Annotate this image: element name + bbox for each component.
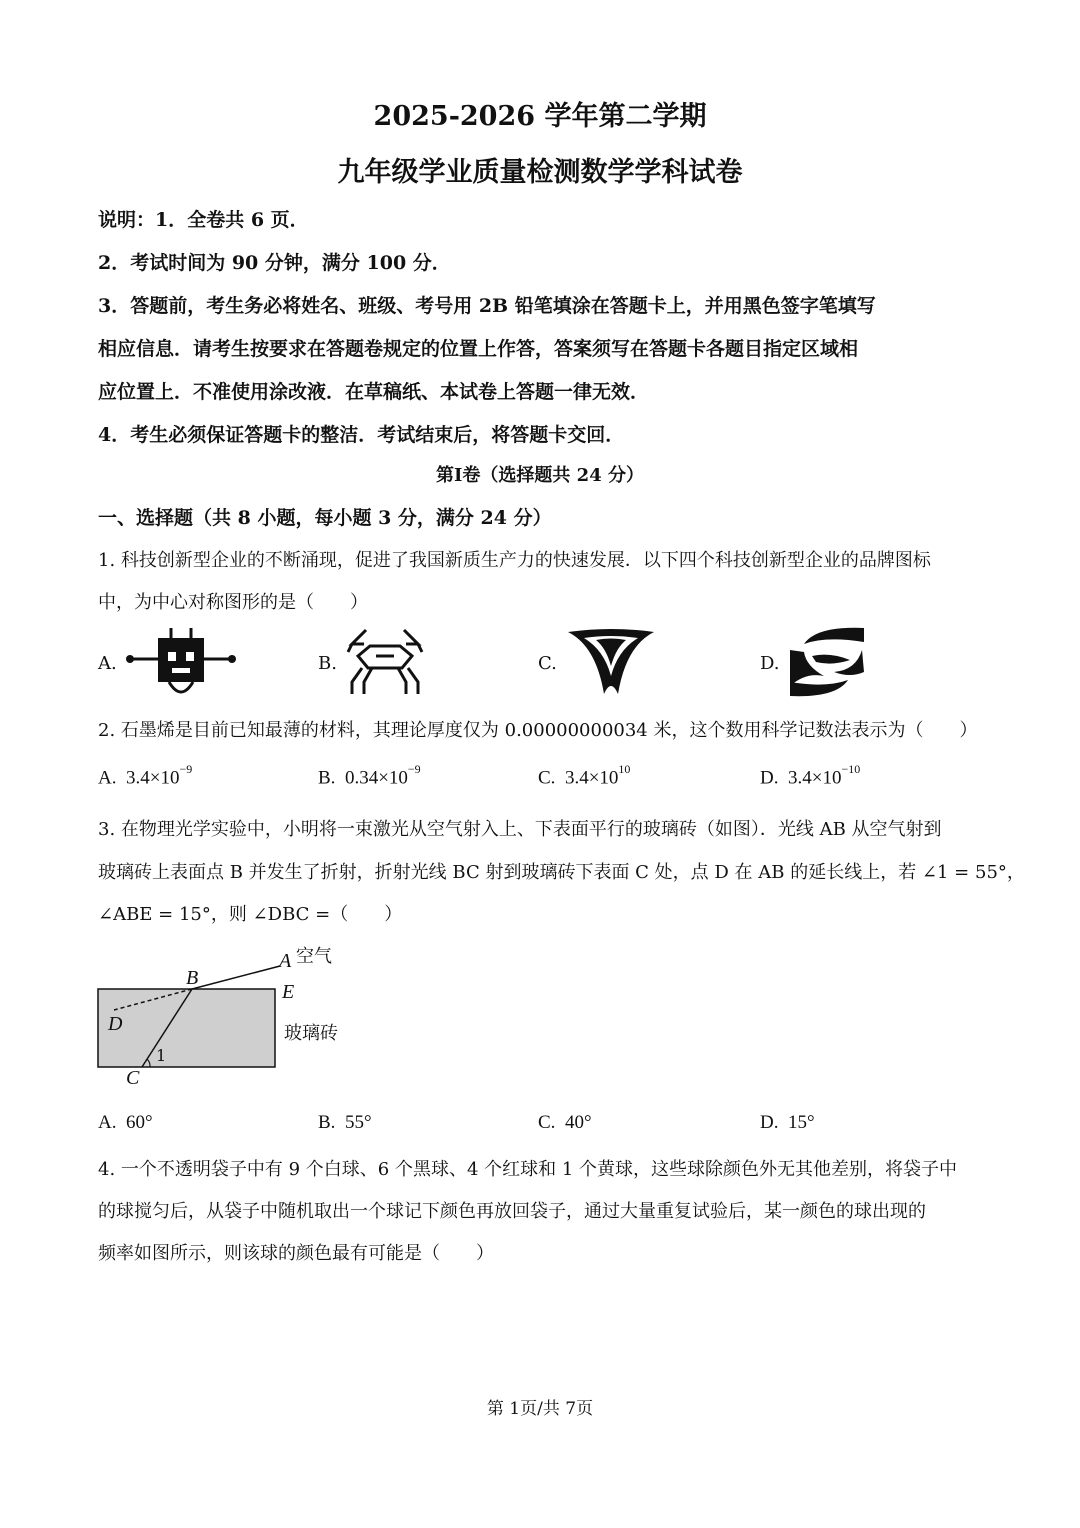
fig-label-angle-1: 1 bbox=[156, 1046, 167, 1065]
crab-logo-icon bbox=[344, 628, 426, 696]
page-footer: 第 1页/共 7页 bbox=[486, 1399, 594, 1419]
q2-option-c-label: C. bbox=[538, 767, 556, 789]
instruction-4: 4．考生必须保证答题卡的整洁．考试结束后，将答题卡交回． bbox=[98, 424, 625, 446]
fig-label-a: A bbox=[279, 950, 292, 972]
exam-title-line2: 九年级学业质量检测数学学科试卷 bbox=[337, 157, 743, 188]
q3-option-d-value: 15° bbox=[787, 1112, 815, 1133]
q3-option-b-value: 55° bbox=[344, 1112, 372, 1133]
q1-option-c-label: C. bbox=[538, 653, 557, 674]
q3-option-d-label: D. bbox=[760, 1112, 779, 1133]
q3-option-c bbox=[538, 1112, 592, 1134]
q2-option-b-label: B. bbox=[318, 767, 336, 789]
instruction-3a: 3．答题前，考生务必将姓名、班级、考号用 2B 铅笔填涂在答题卡上，并用黑色签字笔填写 bbox=[98, 295, 876, 317]
q1-option-d-label: D. bbox=[760, 653, 780, 674]
fig-label-e: E bbox=[282, 981, 295, 1003]
q2-option-b-exp: −9 bbox=[407, 762, 421, 776]
part-title: 第Ⅰ卷（选择题共 24 分） bbox=[435, 465, 644, 486]
q2-option-c-mantissa: 3.4×10 bbox=[564, 767, 619, 789]
fig-label-b: B bbox=[186, 967, 199, 989]
q2-option-d-label: D. bbox=[760, 767, 779, 789]
q2-option-d-mantissa: 3.4×10 bbox=[787, 767, 842, 789]
exam-title-line1: 2025-2026 学年第二学期 bbox=[373, 101, 707, 132]
q3-text-line1: 3. 在物理光学实验中，小明将一束激光从空气射入上、下表面平行的玻璃砖（如图）．光线 AB 从空气射到 bbox=[98, 819, 942, 840]
q1-text-line1: 1. 科技创新型企业的不断涌现，促进了我国新质生产力的快速发展．以下四个科技创新型企业的品牌图标 bbox=[98, 550, 931, 571]
q3-text-line3: ∠ABE = 15°，则 ∠DBC =（ ） bbox=[98, 904, 403, 925]
q3-option-d bbox=[760, 1112, 815, 1134]
robot-logo-icon bbox=[126, 626, 236, 698]
q2-option-a-mantissa: 3.4×10 bbox=[125, 767, 180, 789]
q2-option-a-label: A. bbox=[98, 767, 117, 789]
fig-label-c: C bbox=[126, 1067, 140, 1089]
q2-option-c-exp: 10 bbox=[618, 762, 631, 776]
q3-option-a bbox=[98, 1112, 153, 1134]
q2-option-b-mantissa: 0.34×10 bbox=[344, 767, 408, 789]
ray-ab bbox=[192, 966, 280, 989]
q1-option-a-label: A. bbox=[98, 653, 117, 674]
q2-option-a bbox=[98, 762, 193, 789]
q4-text-line1: 4. 一个不透明袋子中有 9 个白球、6 个黑球、4 个红球和 1 个黄球，这些球除颜色外无其他差别，将袋子中 bbox=[98, 1159, 958, 1180]
q2-text: 2. 石墨烯是目前已知最薄的材料，其理论厚度仅为 0.00000000034 米，这个数用科学记数法表示为（ ） bbox=[98, 720, 978, 741]
swirl-logo-icon bbox=[786, 626, 866, 698]
q2-option-d-exp: −10 bbox=[841, 762, 861, 776]
instruction-2: 2．考试时间为 90 分钟，满分 100 分． bbox=[98, 252, 451, 274]
q3-option-a-value: 60° bbox=[125, 1112, 153, 1133]
q3-option-c-label: C. bbox=[538, 1112, 556, 1133]
q4-text-line3: 频率如图所示，则该球的颜色最有可能是（ ） bbox=[98, 1243, 494, 1264]
fig-label-d: D bbox=[108, 1013, 123, 1035]
q2-option-a-exp: −9 bbox=[179, 762, 193, 776]
q2-option-c bbox=[538, 762, 631, 789]
instruction-1: 说明：1．全卷共 6 页． bbox=[98, 209, 309, 231]
instruction-3b: 相应信息．请考生按要求在答题卷规定的位置上作答，答案须写在答题卡各题目指定区域相 bbox=[98, 338, 859, 360]
q4-text-line2: 的球搅匀后，从袋子中随机取出一个球记下颜色再放回袋子，通过大量重复试验后，某一颜色的球出现的 bbox=[98, 1201, 926, 1222]
q3-text-line2: 玻璃砖上表面点 B 并发生了折射，折射光线 BC 射到玻璃砖下表面 C 处，点 D 在 AB 的延长线上，若 ∠1 = 55°， bbox=[98, 862, 1025, 883]
q3-option-a-label: A. bbox=[98, 1112, 117, 1133]
instruction-3c: 应位置上．不准使用涂改液．在草稿纸、本试卷上答题一律无效． bbox=[98, 381, 650, 403]
section-heading: 一、选择题（共 8 小题，每小题 3 分，满分 24 分） bbox=[98, 507, 552, 529]
q3-option-b bbox=[318, 1112, 372, 1134]
q1-option-b-label: B. bbox=[318, 653, 337, 674]
fig-label-glass: 玻璃砖 bbox=[284, 1023, 338, 1044]
q3-option-c-value: 40° bbox=[564, 1112, 592, 1133]
glass-brick-rect bbox=[98, 989, 275, 1067]
fig-label-air: 空气 bbox=[296, 946, 332, 967]
q2-option-d bbox=[760, 762, 861, 789]
curved-triangle-logo-icon bbox=[566, 628, 656, 696]
q3-option-b-label: B. bbox=[318, 1112, 336, 1133]
q1-text-line2: 中，为中心对称图形的是（ ） bbox=[98, 592, 368, 613]
q2-option-b bbox=[318, 762, 421, 789]
